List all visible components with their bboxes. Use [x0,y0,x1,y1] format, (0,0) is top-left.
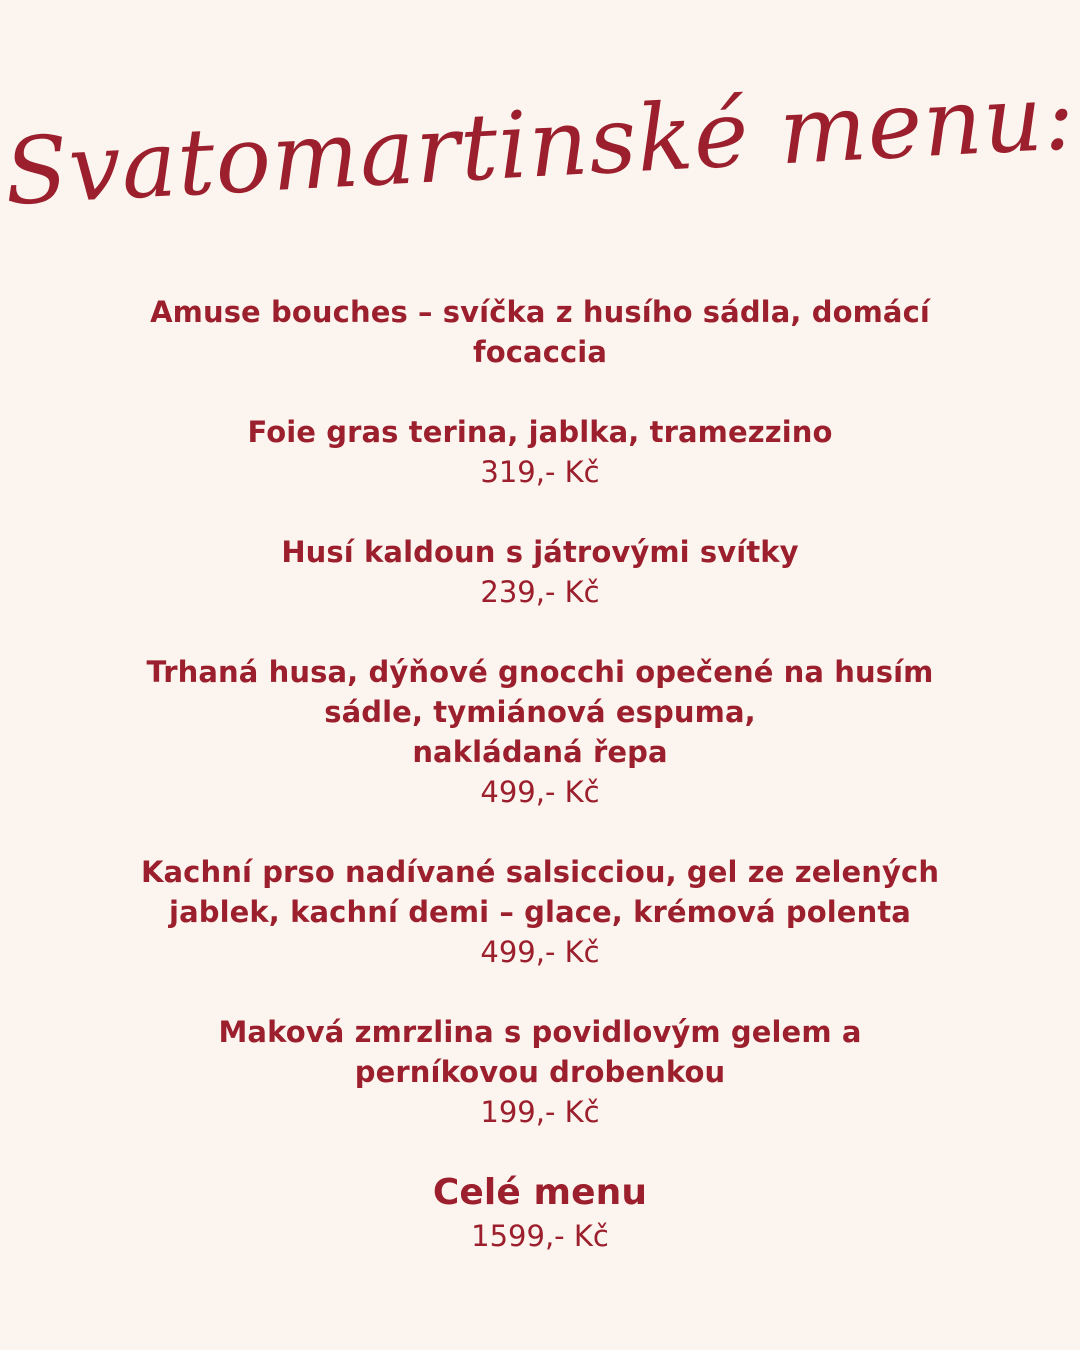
menu-item-name: Husí kaldoun s játrovými svítky [281,535,799,569]
menu-item-price: 319,- Kč [480,455,600,489]
menu-item-makova-zmrzlina [90,1012,990,1132]
menu-item-name: Foie gras terina, jablka, tramezzino [247,415,833,449]
menu-item-foie-gras [90,412,990,492]
menu-list [0,292,1080,1296]
menu-total-price: 1599,- Kč [471,1219,609,1253]
menu-item-trhana-husa [90,652,990,812]
menu-item-kaldoun [90,532,990,612]
menu-item-price: 499,- Kč [480,935,600,969]
page-title: Svatomartinské menu: [2,63,1078,226]
menu-item-name: Maková zmrzlina s povidlovým gelem a perníkovou drobenkou [218,1015,862,1089]
menu-total-name: Celé menu [432,1172,648,1213]
menu-item-price: 199,- Kč [480,1095,600,1129]
menu-item-name: Amuse bouches – svíčka z husího sádla, domácí focaccia [150,295,930,369]
menu-item-price: 499,- Kč [480,775,600,809]
menu-item-name: Trhaná husa, dýňové gnocchi opečené na husím sádle, tymiánová espuma, nakládaná řepa [146,655,934,769]
menu-total [90,1170,990,1256]
menu-item-name: Kachní prso nadívané salsicciou, gel ze zelených jablek, kachní demi – glace, krémová polenta [140,855,940,929]
menu-item-amuse-bouches [90,292,990,372]
menu-item-price: 239,- Kč [480,575,600,609]
menu-item-kachni-prso [90,852,990,972]
